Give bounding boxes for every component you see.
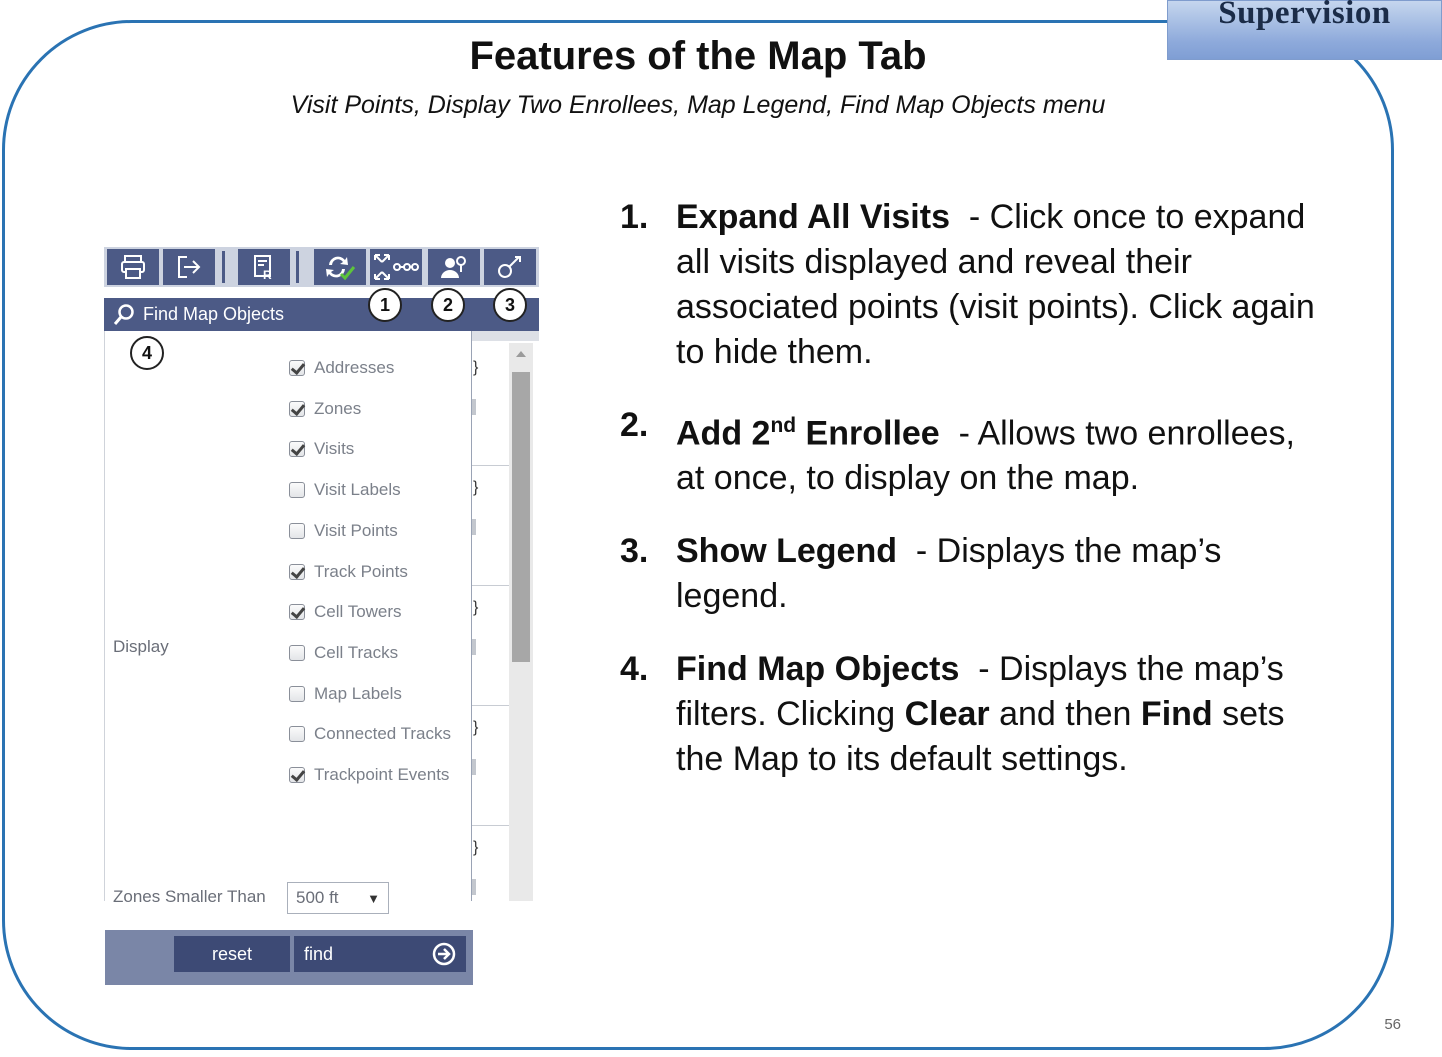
list-bracket: } [473,599,479,616]
slide-subtitle: Visit Points, Display Two Enrollees, Map Legend, Find Map Objects menu [290,91,1106,119]
find-button[interactable] [294,936,466,972]
checkbox[interactable] [289,726,305,742]
dropdown-arrow-icon: ▼ [367,890,380,906]
find-map-objects-panel [104,331,472,964]
report-icon[interactable] [238,249,290,285]
checkbox[interactable] [289,767,305,783]
map-toolbar [104,247,539,287]
scroll-thumb[interactable] [512,372,530,662]
display-option-visit-points[interactable] [289,518,398,544]
list-divider [472,705,509,706]
option-label: Track Points [314,561,408,581]
zones-smaller-than-label: Zones Smaller Than [113,887,266,906]
scrollbar[interactable] [509,343,533,901]
option-label: Visits [314,439,355,459]
item-name-sup: nd [770,414,797,437]
item-name: Expand All Visits [676,198,950,236]
item-name: Find Map Objects [676,650,960,689]
display-option-connected-tracks[interactable] [289,721,451,747]
list-divider [472,465,509,466]
section-badge-label: Supervision [1218,0,1391,31]
add-enrollee-icon[interactable] [428,249,480,285]
scroll-up-arrow-icon[interactable] [516,351,526,357]
list-bracket: } [473,839,479,856]
toolbar-separator [222,251,225,283]
item-bold-find: Find [1140,695,1213,734]
refresh-icon[interactable] [314,249,366,285]
zones-smaller-than-select[interactable] [287,882,389,914]
checkbox[interactable] [289,604,305,620]
expand-visits-icon[interactable] [370,249,422,285]
search-icon [112,303,136,327]
svg-text:R: R [263,268,272,282]
export-icon[interactable] [163,249,215,285]
checkbox[interactable] [289,645,305,661]
item-name-post: Enrollee [796,414,940,453]
list-divider [472,825,509,826]
feature-list [620,195,1325,810]
item-desc: sets the Map to its default settings. [676,695,1285,779]
page-number: 56 [1384,1016,1401,1033]
list-tick [472,519,476,535]
item-number: 3. [620,532,649,571]
checkbox[interactable] [289,401,305,417]
checkbox[interactable] [289,523,305,539]
option-label: Cell Towers [314,602,402,622]
item-number: 2. [620,406,649,444]
display-option-track-points[interactable] [289,559,408,585]
display-option-map-labels[interactable] [289,681,402,707]
find-map-objects-header[interactable] [112,298,284,331]
list-tick [472,399,476,415]
find-button-label: find [304,943,334,964]
option-label: Connected Tracks [314,724,452,744]
item-desc: - Allows two enrollees, at once, to display on the map. [676,414,1305,498]
find-map-objects-bar[interactable] [104,298,539,331]
legend-icon[interactable] [484,249,536,285]
zones-smaller-than-value: 500 ft [296,888,339,907]
list-bracket: } [473,359,479,376]
item-desc: and then [989,695,1141,734]
find-bar-edge [472,331,539,341]
checkbox[interactable] [289,564,305,580]
reset-button[interactable]: reset [174,936,290,972]
item-desc: - Click once to expand all visits displayed and reveal their associated points (visit points). Click again to hide them. [676,198,1325,371]
display-option-visit-labels[interactable] [289,477,401,503]
map-tab-screenshot [104,247,539,964]
list-bracket: } [473,479,479,496]
list-item [620,195,1325,375]
list-item [620,529,1320,619]
display-label: Display [113,637,169,656]
list-bracket: } [473,719,479,736]
underlying-list-edge [472,341,509,901]
display-option-zones[interactable] [289,396,361,422]
checkbox[interactable] [289,686,305,702]
option-label: Visit Labels [314,480,401,500]
option-label: Trackpoint Events [314,765,450,784]
display-option-visits[interactable] [289,436,354,462]
option-label: Map Labels [314,683,402,703]
list-tick [472,879,476,895]
callout-1: 1 [368,288,402,322]
item-bold-clear: Clear [904,695,990,734]
panel-button-bar [105,930,473,985]
item-desc: - Displays the map’s filters. Clicking [676,650,1294,734]
list-divider [472,585,509,586]
item-name-pre: Add 2 [676,414,771,453]
item-name: Show Legend [676,532,897,571]
print-icon[interactable] [107,249,159,285]
list-tick [472,639,476,655]
callout-4: 4 [130,336,164,370]
display-option-trackpoint-events[interactable] [289,762,449,788]
option-label: Addresses [314,358,395,377]
callout-2: 2 [431,288,465,322]
item-desc: - Displays the map’s legend. [676,532,1231,616]
list-tick [472,759,476,775]
list-item [620,403,1320,501]
item-number: 4. [620,650,649,689]
display-option-cell-tracks[interactable] [289,640,398,666]
option-label: Visit Points [314,520,398,540]
arrow-circle-right-icon [432,942,456,966]
checkbox[interactable] [289,482,305,498]
slide-title: Features of the Map Tab [469,34,927,78]
display-option-cell-towers[interactable] [289,599,402,625]
option-label: Zones [314,398,362,418]
checkbox[interactable] [289,441,305,457]
callout-3: 3 [493,288,527,322]
item-number: 1. [620,198,649,236]
option-label: Cell Tracks [314,642,399,662]
find-map-objects-label: Find Map Objects [143,304,285,324]
list-item [620,647,1320,782]
checkbox[interactable] [289,360,305,376]
display-option-addresses[interactable] [289,355,394,381]
toolbar-separator [296,251,299,283]
